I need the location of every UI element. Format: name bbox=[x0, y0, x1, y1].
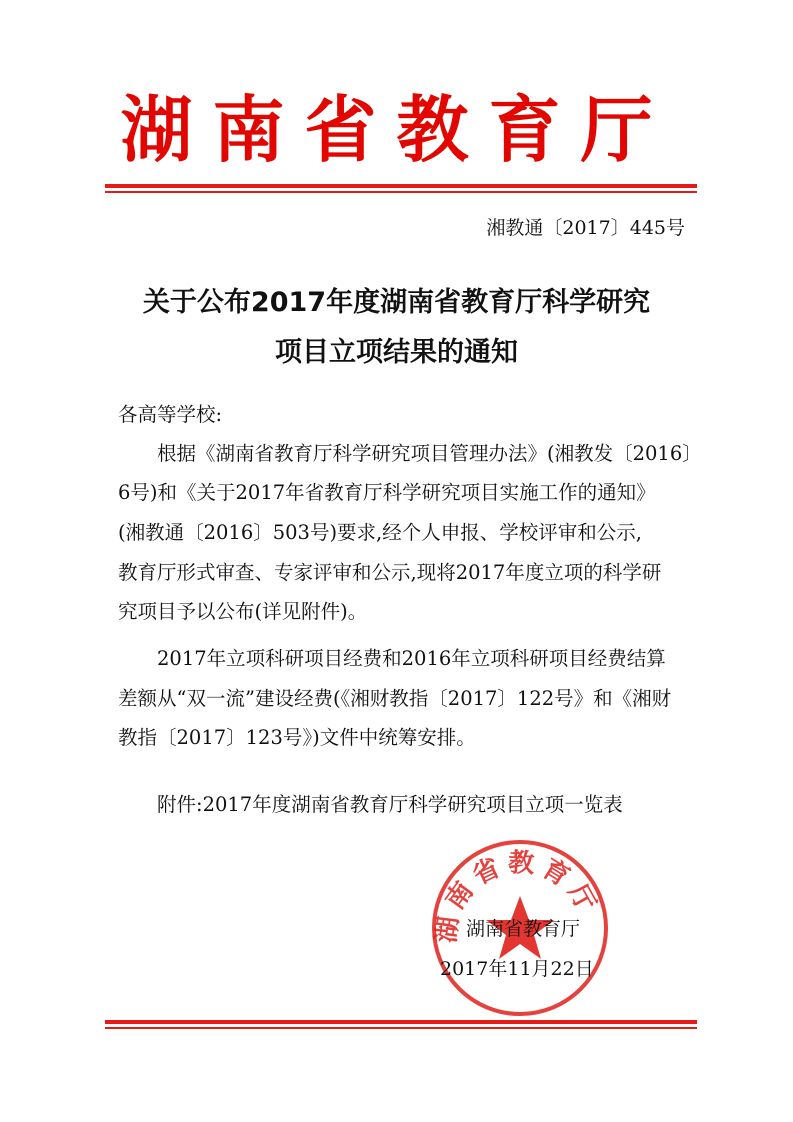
attachment-line: 附件:2017年度湖南省教育厅科学研究项目立项一览表 bbox=[157, 793, 623, 816]
paragraph-2-line-2: 差额从“双一流”建设经费(《湘财教指〔2017〕122号》和《湘财 bbox=[118, 687, 672, 710]
paragraph-1-line-4: 教育厅形式审查、专家评审和公示,现将2017年度立项的科学研 bbox=[118, 561, 662, 584]
masthead-rule-thin bbox=[105, 191, 697, 193]
footer-rule-thick bbox=[105, 1020, 697, 1024]
signature-org: 湖南省教育厅 bbox=[466, 918, 581, 940]
paragraph-2-line-1: 2017年立项科研项目经费和2016年立项科研项目经费结算 bbox=[157, 647, 666, 670]
masthead-rule-thick bbox=[105, 184, 697, 188]
document-title-line-1: 关于公布2017年度湖南省教育厅科学研究 bbox=[142, 287, 651, 318]
footer-rule-thin bbox=[105, 1027, 697, 1029]
document-number: 湘教通〔2017〕445号 bbox=[486, 217, 685, 239]
seal-ring-text: 湖南省教育厅 bbox=[431, 847, 604, 945]
document-title-line-2: 项目立项结果的通知 bbox=[275, 337, 518, 368]
paragraph-1-line-1: 根据《湖南省教育厅科学研究项目管理办法》(湘教发〔2016〕 bbox=[157, 442, 702, 465]
paragraph-2-line-3: 教指〔2017〕123号》)文件中统筹安排。 bbox=[118, 726, 476, 749]
signature-date: 2017年11月22日 bbox=[440, 958, 594, 980]
paragraph-1-line-2: 6号)和《关于2017年省教育厅科学研究项目实施工作的通知》 bbox=[118, 481, 656, 504]
salutation: 各高等学校: bbox=[118, 403, 223, 426]
paragraph-1-line-3: (湘教通〔2016〕503号)要求,经个人申报、学校评审和公示, bbox=[118, 521, 642, 544]
paragraph-1-line-5: 究项目予以公布(详见附件)。 bbox=[118, 600, 368, 623]
masthead-title: 湖南省教育厅 bbox=[120, 88, 673, 172]
